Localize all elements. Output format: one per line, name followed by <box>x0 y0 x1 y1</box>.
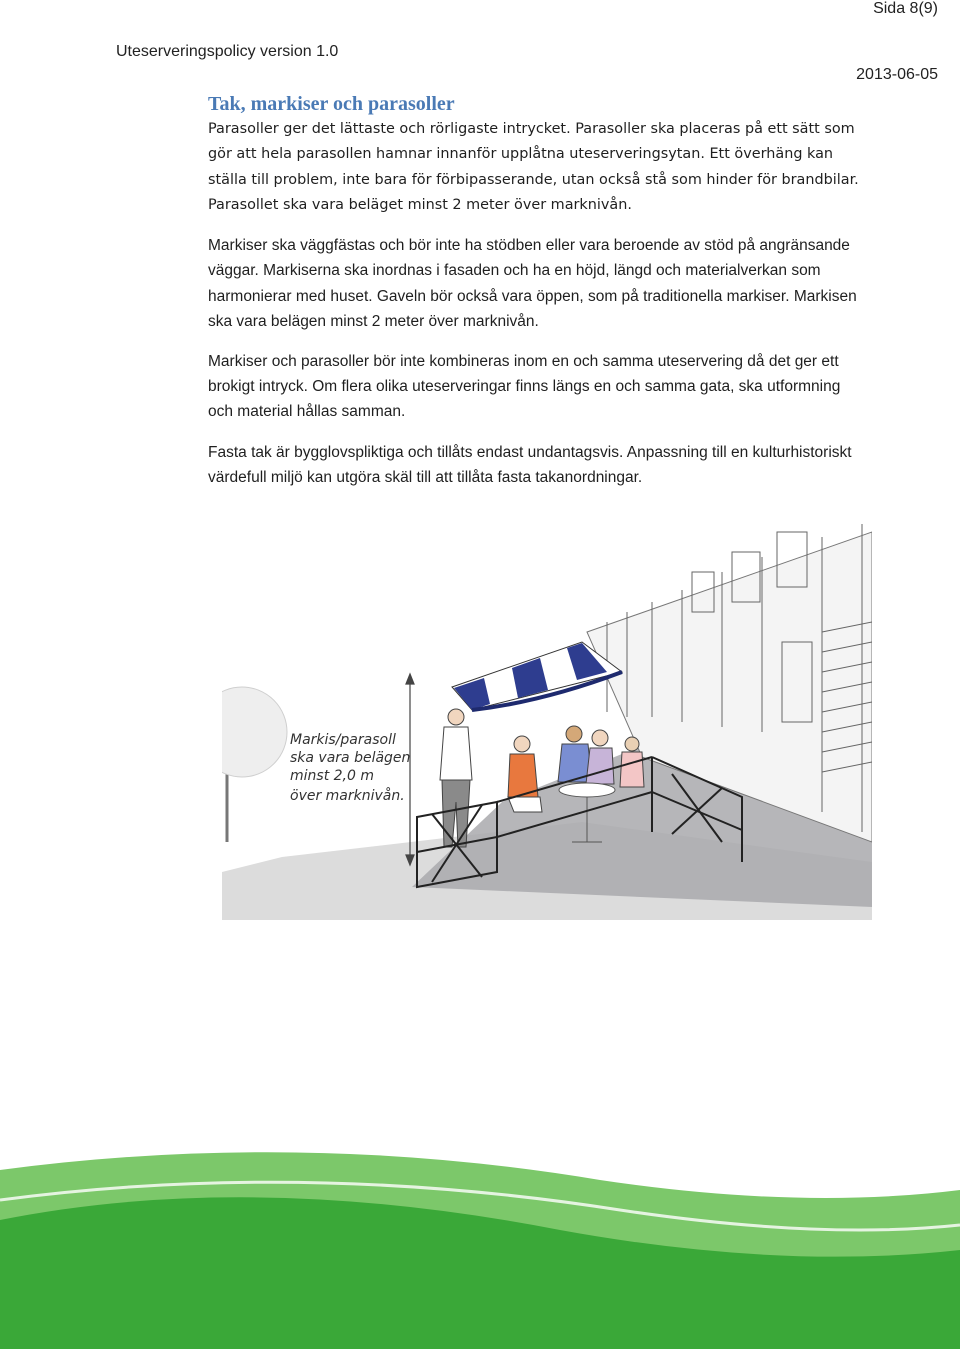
paragraph-fixed-roofs: Fasta tak är bygglovspliktiga och tillåts endast undantagsvis. Anpassning till en kulturhistoriskt värdefull miljö kan utgöra skäl till att tillåta fasta takanordningar. <box>208 443 852 486</box>
height-annotation <box>290 732 410 804</box>
section-heading: Tak, markiser och parasoller <box>208 93 455 115</box>
document-date: 2013-06-05 <box>856 66 938 83</box>
page-number: Sida 8(9) <box>873 0 938 17</box>
tree <box>222 687 287 842</box>
cafe-awning-illustration <box>222 512 872 920</box>
annotation-line-4: över marknivån. <box>290 788 405 804</box>
section-content <box>208 91 868 490</box>
annotation-line-1: Markis/parasoll <box>290 732 396 748</box>
annotation-line-3: minst 2,0 m <box>290 768 374 784</box>
document-title: Uteserveringspolicy version 1.0 <box>116 43 339 60</box>
height-dimension-line <box>406 674 414 865</box>
paragraph-parasols: Parasoller ger det lättaste och rörligaste intrycket. Parasoller ska placeras på ett sätt som gör att hela parasollen hamnar innanför upplåtna uteserveringsytan. Ett överhäng kan ställa till problem, inte bara för förbipasserande, utan också stå som hinder för brandbilar. Parasollet ska vara beläget minst 2 meter över marknivån. <box>208 121 859 213</box>
footer-decoration <box>0 1140 960 1349</box>
annotation-line-2: ska vara belägen <box>290 750 411 766</box>
paragraph-awnings: Markiser ska väggfästas och bör inte ha stödben eller vara beroende av stöd på angränsande väggar. Markiserna ska inordnas i fasaden och ha en höjd, längd och materialverkan som harmonierar med huset. Gaveln bör också vara öppen, som på traditionella markiser. Markisen ska vara belägen minst 2 meter över marknivån. <box>208 237 857 330</box>
paragraph-combination: Markiser och parasoller bör inte kombineras inom en och samma uteservering då det ger ett brokigt intryck. Om flera olika uteserveringar finns längs en och samma gata, ska utformning och material hållas samman. <box>208 353 841 421</box>
